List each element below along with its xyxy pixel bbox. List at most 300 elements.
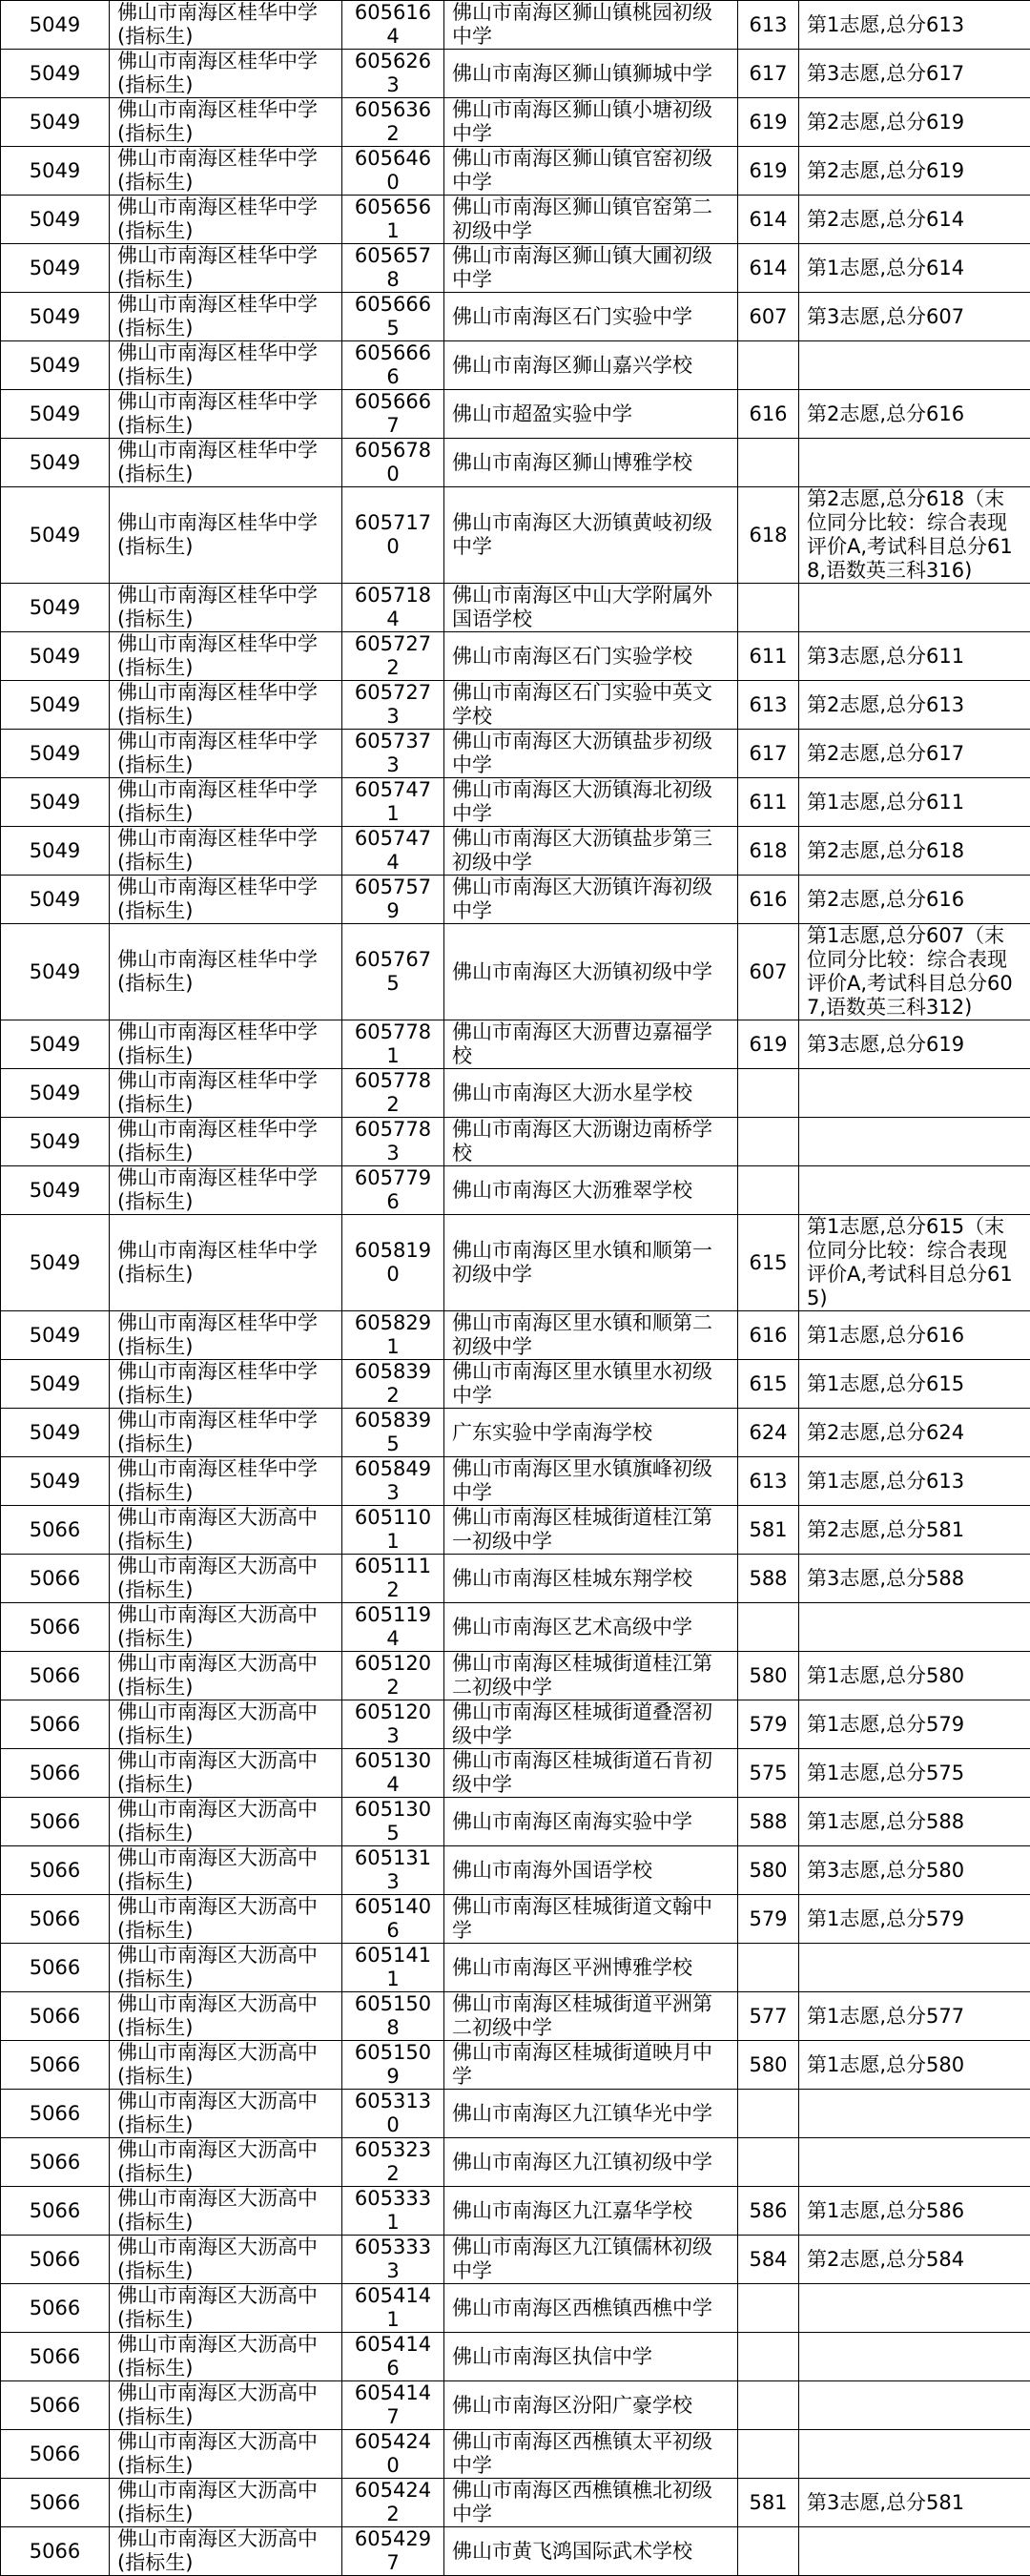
school-code-cell: 5049 — [1, 827, 110, 876]
middle-school-code-cell: 6057782 — [342, 1069, 444, 1118]
note-cell: 第1志愿,总分613 — [799, 1, 1030, 50]
school-code-cell: 5049 — [1, 50, 110, 98]
middle-school-name-cell: 佛山市南海区狮山嘉兴学校 — [444, 341, 738, 390]
table-row — [1, 1944, 1030, 1992]
middle-school-code-cell: 6058392 — [342, 1360, 444, 1409]
note-cell: 第3志愿,总分607 — [799, 293, 1030, 341]
school-name-cell: 佛山市南海区桂华中学 (指标生) — [110, 196, 342, 244]
note-cell — [799, 1069, 1030, 1118]
school-code-cell: 5049 — [1, 293, 110, 341]
table-row — [1, 1798, 1030, 1846]
school-code-cell: 5049 — [1, 439, 110, 487]
note-cell — [799, 2284, 1030, 2333]
table-row — [1, 730, 1030, 778]
school-name-cell: 佛山市南海区大沥高中 (指标生) — [110, 2527, 342, 2576]
school-code-cell: 5066 — [1, 1700, 110, 1749]
school-code-cell: 5049 — [1, 390, 110, 439]
middle-school-name-cell: 佛山市南海区桂城街道桂江第二初级中学 — [444, 1652, 738, 1700]
note-cell: 第1志愿,总分588 — [799, 1798, 1030, 1846]
score-cell: 611 — [738, 778, 799, 827]
note-cell — [799, 341, 1030, 390]
school-name-cell: 佛山市南海区桂华中学 (指标生) — [110, 244, 342, 293]
middle-school-code-cell: 6057675 — [342, 924, 444, 1020]
school-code-cell: 5066 — [1, 2236, 110, 2284]
school-name-cell: 佛山市南海区大沥高中 (指标生) — [110, 2381, 342, 2430]
middle-school-name-cell: 佛山市南海区西樵镇西樵中学 — [444, 2284, 738, 2333]
school-name-cell: 佛山市南海区桂华中学 (指标生) — [110, 50, 342, 98]
school-name-cell: 佛山市南海区桂华中学 (指标生) — [110, 1069, 342, 1118]
school-code-cell: 5066 — [1, 1846, 110, 1895]
note-cell: 第2志愿,总分613 — [799, 681, 1030, 730]
school-code-cell: 5066 — [1, 2527, 110, 2576]
school-code-cell: 5066 — [1, 1749, 110, 1798]
score-cell: 615 — [738, 1360, 799, 1409]
middle-school-code-cell: 6051101 — [342, 1506, 444, 1555]
middle-school-name-cell: 佛山市南海区大沥镇盐步第三初级中学 — [444, 827, 738, 876]
table-row — [1, 2284, 1030, 2333]
middle-school-code-cell: 6057272 — [342, 632, 444, 681]
middle-school-name-cell: 佛山市南海区狮山镇狮城中学 — [444, 50, 738, 98]
school-name-cell: 佛山市南海区桂华中学 (指标生) — [110, 681, 342, 730]
school-name-cell: 佛山市南海区大沥高中 (指标生) — [110, 1992, 342, 2041]
table-row — [1, 196, 1030, 244]
score-cell — [738, 2333, 799, 2381]
school-code-cell: 5049 — [1, 1069, 110, 1118]
note-cell: 第1志愿,总分611 — [799, 778, 1030, 827]
school-name-cell: 佛山市南海区大沥高中 (指标生) — [110, 2333, 342, 2381]
school-code-cell: 5049 — [1, 632, 110, 681]
table-row — [1, 1, 1030, 50]
score-cell: 614 — [738, 196, 799, 244]
middle-school-name-cell: 佛山市黄飞鸿国际武术学校 — [444, 2527, 738, 2576]
school-name-cell: 佛山市南海区大沥高中 (指标生) — [110, 1506, 342, 1555]
table-row — [1, 1020, 1030, 1069]
school-code-cell: 5049 — [1, 924, 110, 1020]
school-name-cell: 佛山市南海区桂华中学 (指标生) — [110, 1457, 342, 1506]
note-cell: 第2志愿,总分584 — [799, 2236, 1030, 2284]
school-name-cell: 佛山市南海区桂华中学 (指标生) — [110, 1360, 342, 1409]
school-code-cell: 5066 — [1, 2138, 110, 2187]
table-row — [1, 293, 1030, 341]
table-row — [1, 2381, 1030, 2430]
middle-school-name-cell: 佛山市南海区狮山博雅学校 — [444, 439, 738, 487]
score-cell — [738, 2090, 799, 2138]
school-code-cell: 5066 — [1, 2430, 110, 2479]
score-cell — [738, 439, 799, 487]
middle-school-code-cell: 6057781 — [342, 1020, 444, 1069]
middle-school-code-cell: 6056263 — [342, 50, 444, 98]
school-code-cell: 5049 — [1, 1409, 110, 1457]
middle-school-name-cell: 佛山市南海区汾阳广豪学校 — [444, 2381, 738, 2430]
table-row — [1, 1603, 1030, 1652]
school-code-cell: 5049 — [1, 147, 110, 196]
middle-school-code-cell: 6051313 — [342, 1846, 444, 1895]
middle-school-code-cell: 6051509 — [342, 2041, 444, 2090]
middle-school-code-cell: 6054242 — [342, 2479, 444, 2527]
note-cell: 第1志愿,总分575 — [799, 1749, 1030, 1798]
score-cell: 624 — [738, 1409, 799, 1457]
table-row — [1, 439, 1030, 487]
note-cell — [799, 1603, 1030, 1652]
note-cell: 第1志愿,总分615 — [799, 1360, 1030, 1409]
middle-school-name-cell: 佛山市南海区里水镇和顺第二初级中学 — [444, 1311, 738, 1360]
note-cell: 第1志愿,总分586 — [799, 2187, 1030, 2236]
note-cell: 第3志愿,总分619 — [799, 1020, 1030, 1069]
middle-school-name-cell: 佛山市南海区桂城东翔学校 — [444, 1555, 738, 1603]
table-row — [1, 244, 1030, 293]
score-cell: 618 — [738, 487, 799, 584]
note-cell: 第2志愿,总分617 — [799, 730, 1030, 778]
middle-school-name-cell: 佛山市南海区九江镇华光中学 — [444, 2090, 738, 2138]
school-name-cell: 佛山市南海区桂华中学 (指标生) — [110, 1311, 342, 1360]
middle-school-name-cell: 佛山市南海区桂城街道叠滘初级中学 — [444, 1700, 738, 1749]
school-code-cell: 5049 — [1, 1118, 110, 1166]
middle-school-name-cell: 佛山市南海区桂城街道桂江第一初级中学 — [444, 1506, 738, 1555]
school-code-cell: 5066 — [1, 1798, 110, 1846]
school-name-cell: 佛山市南海区大沥高中 (指标生) — [110, 2284, 342, 2333]
note-cell: 第1志愿,总分616 — [799, 1311, 1030, 1360]
middle-school-code-cell: 6056561 — [342, 196, 444, 244]
middle-school-name-cell: 佛山市南海区狮山镇小塘初级中学 — [444, 98, 738, 147]
school-name-cell: 佛山市南海区桂华中学 (指标生) — [110, 293, 342, 341]
table-row — [1, 147, 1030, 196]
school-name-cell: 佛山市南海区大沥高中 (指标生) — [110, 1749, 342, 1798]
note-cell: 第2志愿,总分616 — [799, 876, 1030, 924]
middle-school-name-cell: 佛山市南海区九江镇初级中学 — [444, 2138, 738, 2187]
note-cell: 第3志愿,总分581 — [799, 2479, 1030, 2527]
middle-school-name-cell: 佛山市南海区西樵镇太平初级中学 — [444, 2430, 738, 2479]
note-cell — [799, 439, 1030, 487]
school-name-cell: 佛山市南海区大沥高中 (指标生) — [110, 1700, 342, 1749]
note-cell: 第3志愿,总分611 — [799, 632, 1030, 681]
school-name-cell: 佛山市南海区桂华中学 (指标生) — [110, 1409, 342, 1457]
score-cell — [738, 341, 799, 390]
score-cell: 618 — [738, 827, 799, 876]
middle-school-name-cell: 佛山市南海区石门实验中学 — [444, 293, 738, 341]
middle-school-code-cell: 6058190 — [342, 1215, 444, 1311]
middle-school-name-cell: 佛山市南海区桂城街道映月中学 — [444, 2041, 738, 2090]
middle-school-code-cell: 6051112 — [342, 1555, 444, 1603]
middle-school-name-cell: 佛山市南海区石门实验中英文学校 — [444, 681, 738, 730]
table-row — [1, 2236, 1030, 2284]
table-row — [1, 1700, 1030, 1749]
table-row — [1, 584, 1030, 632]
middle-school-code-cell: 6057170 — [342, 487, 444, 584]
score-cell — [738, 1603, 799, 1652]
middle-school-code-cell: 6051194 — [342, 1603, 444, 1652]
middle-school-name-cell: 佛山市南海区大沥镇许海初级中学 — [444, 876, 738, 924]
table-row — [1, 1895, 1030, 1944]
score-cell: 579 — [738, 1700, 799, 1749]
note-cell: 第2志愿,总分618 — [799, 827, 1030, 876]
middle-school-code-cell: 6056460 — [342, 147, 444, 196]
school-name-cell: 佛山市南海区大沥高中 (指标生) — [110, 2479, 342, 2527]
school-code-cell: 5049 — [1, 98, 110, 147]
table-row — [1, 1166, 1030, 1215]
score-cell — [738, 1944, 799, 1992]
score-cell: 588 — [738, 1555, 799, 1603]
middle-school-name-cell: 佛山市南海外国语学校 — [444, 1846, 738, 1895]
school-name-cell: 佛山市南海区大沥高中 (指标生) — [110, 2090, 342, 2138]
school-code-cell: 5049 — [1, 876, 110, 924]
school-code-cell: 5066 — [1, 1506, 110, 1555]
table-row — [1, 50, 1030, 98]
school-code-cell: 5066 — [1, 1555, 110, 1603]
middle-school-code-cell: 6056666 — [342, 341, 444, 390]
middle-school-code-cell: 6053333 — [342, 2236, 444, 2284]
table-row — [1, 2430, 1030, 2479]
score-cell: 615 — [738, 1215, 799, 1311]
score-cell: 619 — [738, 147, 799, 196]
middle-school-name-cell: 佛山市南海区大沥镇黄岐初级中学 — [444, 487, 738, 584]
middle-school-name-cell: 佛山市南海区中山大学附属外国语学校 — [444, 584, 738, 632]
middle-school-code-cell: 6051411 — [342, 1944, 444, 1992]
note-cell — [799, 2527, 1030, 2576]
note-cell: 第1志愿,总分579 — [799, 1895, 1030, 1944]
school-code-cell: 5049 — [1, 1311, 110, 1360]
score-cell: 617 — [738, 50, 799, 98]
school-code-cell: 5049 — [1, 341, 110, 390]
school-name-cell: 佛山市南海区大沥高中 (指标生) — [110, 2236, 342, 2284]
table-row — [1, 876, 1030, 924]
middle-school-code-cell: 6058395 — [342, 1409, 444, 1457]
note-cell — [799, 2381, 1030, 2430]
middle-school-code-cell: 6056780 — [342, 439, 444, 487]
score-cell — [738, 1118, 799, 1166]
middle-school-code-cell: 6057373 — [342, 730, 444, 778]
school-code-cell: 5049 — [1, 778, 110, 827]
school-name-cell: 佛山市南海区大沥高中 (指标生) — [110, 2430, 342, 2479]
school-name-cell: 佛山市南海区桂华中学 (指标生) — [110, 924, 342, 1020]
table-row — [1, 1749, 1030, 1798]
school-name-cell: 佛山市南海区桂华中学 (指标生) — [110, 390, 342, 439]
table-row — [1, 2333, 1030, 2381]
school-code-cell: 5066 — [1, 2284, 110, 2333]
score-cell: 613 — [738, 1457, 799, 1506]
table-row — [1, 1360, 1030, 1409]
middle-school-code-cell: 6051202 — [342, 1652, 444, 1700]
school-code-cell: 5066 — [1, 2333, 110, 2381]
score-cell: 607 — [738, 924, 799, 1020]
school-name-cell: 佛山市南海区大沥高中 (指标生) — [110, 1555, 342, 1603]
school-name-cell: 佛山市南海区桂华中学 (指标生) — [110, 1215, 342, 1311]
note-cell: 第2志愿,总分618（末位同分比较：综合表现评价A,考试科目总分618,语数英三科316) — [799, 487, 1030, 584]
middle-school-name-cell: 佛山市南海区石门实验学校 — [444, 632, 738, 681]
school-name-cell: 佛山市南海区大沥高中 (指标生) — [110, 2138, 342, 2187]
table-row — [1, 1992, 1030, 2041]
middle-school-name-cell: 佛山市南海区大沥曹边嘉福学校 — [444, 1020, 738, 1069]
middle-school-code-cell: 6053130 — [342, 2090, 444, 2138]
note-cell: 第1志愿,总分614 — [799, 244, 1030, 293]
middle-school-code-cell: 6057474 — [342, 827, 444, 876]
school-name-cell: 佛山市南海区大沥高中 (指标生) — [110, 1944, 342, 1992]
note-cell: 第1志愿,总分577 — [799, 1992, 1030, 2041]
score-cell: 577 — [738, 1992, 799, 2041]
middle-school-code-cell: 6053331 — [342, 2187, 444, 2236]
school-name-cell: 佛山市南海区大沥高中 (指标生) — [110, 1895, 342, 1944]
middle-school-name-cell: 广东实验中学南海学校 — [444, 1409, 738, 1457]
school-name-cell: 佛山市南海区桂华中学 (指标生) — [110, 1020, 342, 1069]
score-cell — [738, 2381, 799, 2430]
school-name-cell: 佛山市南海区大沥高中 (指标生) — [110, 1846, 342, 1895]
score-cell: 588 — [738, 1798, 799, 1846]
score-cell — [738, 1166, 799, 1215]
score-cell: 619 — [738, 98, 799, 147]
middle-school-name-cell: 佛山市南海区狮山镇大圃初级中学 — [444, 244, 738, 293]
middle-school-code-cell: 6054297 — [342, 2527, 444, 2576]
middle-school-name-cell: 佛山市南海区大沥镇盐步初级中学 — [444, 730, 738, 778]
school-code-cell: 5049 — [1, 730, 110, 778]
middle-school-code-cell: 6057796 — [342, 1166, 444, 1215]
note-cell — [799, 2333, 1030, 2381]
table-row — [1, 681, 1030, 730]
score-cell — [738, 584, 799, 632]
score-cell — [738, 2284, 799, 2333]
middle-school-name-cell: 佛山市南海区大沥谢边南桥学校 — [444, 1118, 738, 1166]
school-code-cell: 5049 — [1, 681, 110, 730]
middle-school-name-cell: 佛山市南海区西樵镇樵北初级中学 — [444, 2479, 738, 2527]
middle-school-name-cell: 佛山市南海区大沥雅翠学校 — [444, 1166, 738, 1215]
school-code-cell: 5066 — [1, 1652, 110, 1700]
middle-school-name-cell: 佛山市南海区执信中学 — [444, 2333, 738, 2381]
school-code-cell: 5049 — [1, 1360, 110, 1409]
middle-school-name-cell: 佛山市南海区里水镇里水初级中学 — [444, 1360, 738, 1409]
middle-school-name-cell: 佛山市南海区桂城街道文翰中学 — [444, 1895, 738, 1944]
school-code-cell: 5049 — [1, 1457, 110, 1506]
table-row — [1, 924, 1030, 1020]
school-name-cell: 佛山市南海区桂华中学 (指标生) — [110, 439, 342, 487]
score-cell: 614 — [738, 244, 799, 293]
middle-school-name-cell: 佛山市南海区九江镇儒林初级中学 — [444, 2236, 738, 2284]
middle-school-code-cell: 6051304 — [342, 1749, 444, 1798]
school-name-cell: 佛山市南海区桂华中学 (指标生) — [110, 778, 342, 827]
school-code-cell: 5049 — [1, 487, 110, 584]
table-row — [1, 778, 1030, 827]
school-code-cell: 5066 — [1, 2090, 110, 2138]
score-cell: 580 — [738, 2041, 799, 2090]
note-cell — [799, 584, 1030, 632]
table-row — [1, 1311, 1030, 1360]
note-cell: 第3志愿,总分580 — [799, 1846, 1030, 1895]
score-cell: 581 — [738, 2479, 799, 2527]
school-name-cell: 佛山市南海区桂华中学 (指标生) — [110, 876, 342, 924]
middle-school-name-cell: 佛山市南海区艺术高级中学 — [444, 1603, 738, 1652]
note-cell: 第3志愿,总分588 — [799, 1555, 1030, 1603]
score-cell — [738, 2430, 799, 2479]
middle-school-name-cell: 佛山市超盈实验中学 — [444, 390, 738, 439]
middle-school-code-cell: 6054146 — [342, 2333, 444, 2381]
score-cell: 580 — [738, 1846, 799, 1895]
middle-school-code-cell: 6057579 — [342, 876, 444, 924]
school-code-cell: 5066 — [1, 2381, 110, 2430]
table-row — [1, 1652, 1030, 1700]
note-cell — [799, 1118, 1030, 1166]
middle-school-name-cell: 佛山市南海区大沥镇海北初级中学 — [444, 778, 738, 827]
middle-school-code-cell: 6051406 — [342, 1895, 444, 1944]
note-cell: 第2志愿,总分614 — [799, 196, 1030, 244]
note-cell: 第3志愿,总分617 — [799, 50, 1030, 98]
table-row — [1, 1846, 1030, 1895]
score-cell: 613 — [738, 1, 799, 50]
middle-school-name-cell: 佛山市南海区大沥镇初级中学 — [444, 924, 738, 1020]
middle-school-code-cell: 6058291 — [342, 1311, 444, 1360]
note-cell: 第1志愿,总分579 — [799, 1700, 1030, 1749]
school-name-cell: 佛山市南海区桂华中学 (指标生) — [110, 341, 342, 390]
table-row — [1, 487, 1030, 584]
middle-school-name-cell: 佛山市南海区狮山镇官窑第二初级中学 — [444, 196, 738, 244]
score-cell: 617 — [738, 730, 799, 778]
middle-school-name-cell: 佛山市南海区狮山镇官窑初级中学 — [444, 147, 738, 196]
middle-school-name-cell: 佛山市南海区九江嘉华学校 — [444, 2187, 738, 2236]
middle-school-code-cell: 6057783 — [342, 1118, 444, 1166]
score-cell: 613 — [738, 681, 799, 730]
school-name-cell: 佛山市南海区桂华中学 (指标生) — [110, 632, 342, 681]
school-name-cell: 佛山市南海区桂华中学 (指标生) — [110, 487, 342, 584]
score-cell — [738, 2138, 799, 2187]
school-name-cell: 佛山市南海区桂华中学 (指标生) — [110, 147, 342, 196]
table-row — [1, 2527, 1030, 2576]
score-cell: 616 — [738, 876, 799, 924]
school-name-cell: 佛山市南海区大沥高中 (指标生) — [110, 2041, 342, 2090]
table-row — [1, 2090, 1030, 2138]
school-code-cell: 5049 — [1, 1020, 110, 1069]
school-code-cell: 5049 — [1, 1166, 110, 1215]
school-name-cell: 佛山市南海区桂华中学 (指标生) — [110, 1118, 342, 1166]
score-cell: 581 — [738, 1506, 799, 1555]
middle-school-code-cell: 6056665 — [342, 293, 444, 341]
table-row — [1, 1069, 1030, 1118]
score-cell: 584 — [738, 2236, 799, 2284]
table-row — [1, 2041, 1030, 2090]
middle-school-code-cell: 6051305 — [342, 1798, 444, 1846]
score-cell: 616 — [738, 1311, 799, 1360]
middle-school-code-cell: 6054141 — [342, 2284, 444, 2333]
score-cell — [738, 2527, 799, 2576]
note-cell — [799, 2090, 1030, 2138]
note-cell: 第1志愿,总分607（末位同分比较：综合表现评价A,考试科目总分607,语数英三科312) — [799, 924, 1030, 1020]
score-cell: 607 — [738, 293, 799, 341]
score-cell: 579 — [738, 1895, 799, 1944]
table-row — [1, 827, 1030, 876]
school-name-cell: 佛山市南海区大沥高中 (指标生) — [110, 1603, 342, 1652]
note-cell: 第2志愿,总分619 — [799, 98, 1030, 147]
middle-school-name-cell: 佛山市南海区桂城街道石肯初级中学 — [444, 1749, 738, 1798]
score-cell: 611 — [738, 632, 799, 681]
table-row — [1, 390, 1030, 439]
table-row — [1, 1506, 1030, 1555]
middle-school-name-cell: 佛山市南海区狮山镇桃园初级中学 — [444, 1, 738, 50]
note-cell: 第1志愿,总分580 — [799, 1652, 1030, 1700]
table-row — [1, 1555, 1030, 1603]
middle-school-name-cell: 佛山市南海区平洲博雅学校 — [444, 1944, 738, 1992]
table-row — [1, 1215, 1030, 1311]
table-row — [1, 632, 1030, 681]
note-cell: 第2志愿,总分616 — [799, 390, 1030, 439]
middle-school-code-cell: 6057184 — [342, 584, 444, 632]
table-row — [1, 98, 1030, 147]
school-name-cell: 佛山市南海区大沥高中 (指标生) — [110, 2187, 342, 2236]
table-row — [1, 1457, 1030, 1506]
note-cell — [799, 2138, 1030, 2187]
score-cell — [738, 1069, 799, 1118]
admission-table-body — [1, 1, 1030, 2576]
school-code-cell: 5049 — [1, 584, 110, 632]
note-cell: 第1志愿,总分615（末位同分比较：综合表现评价A,考试科目总分615) — [799, 1215, 1030, 1311]
table-row — [1, 1409, 1030, 1457]
table-row — [1, 1118, 1030, 1166]
middle-school-code-cell: 6054147 — [342, 2381, 444, 2430]
school-code-cell: 5066 — [1, 1603, 110, 1652]
